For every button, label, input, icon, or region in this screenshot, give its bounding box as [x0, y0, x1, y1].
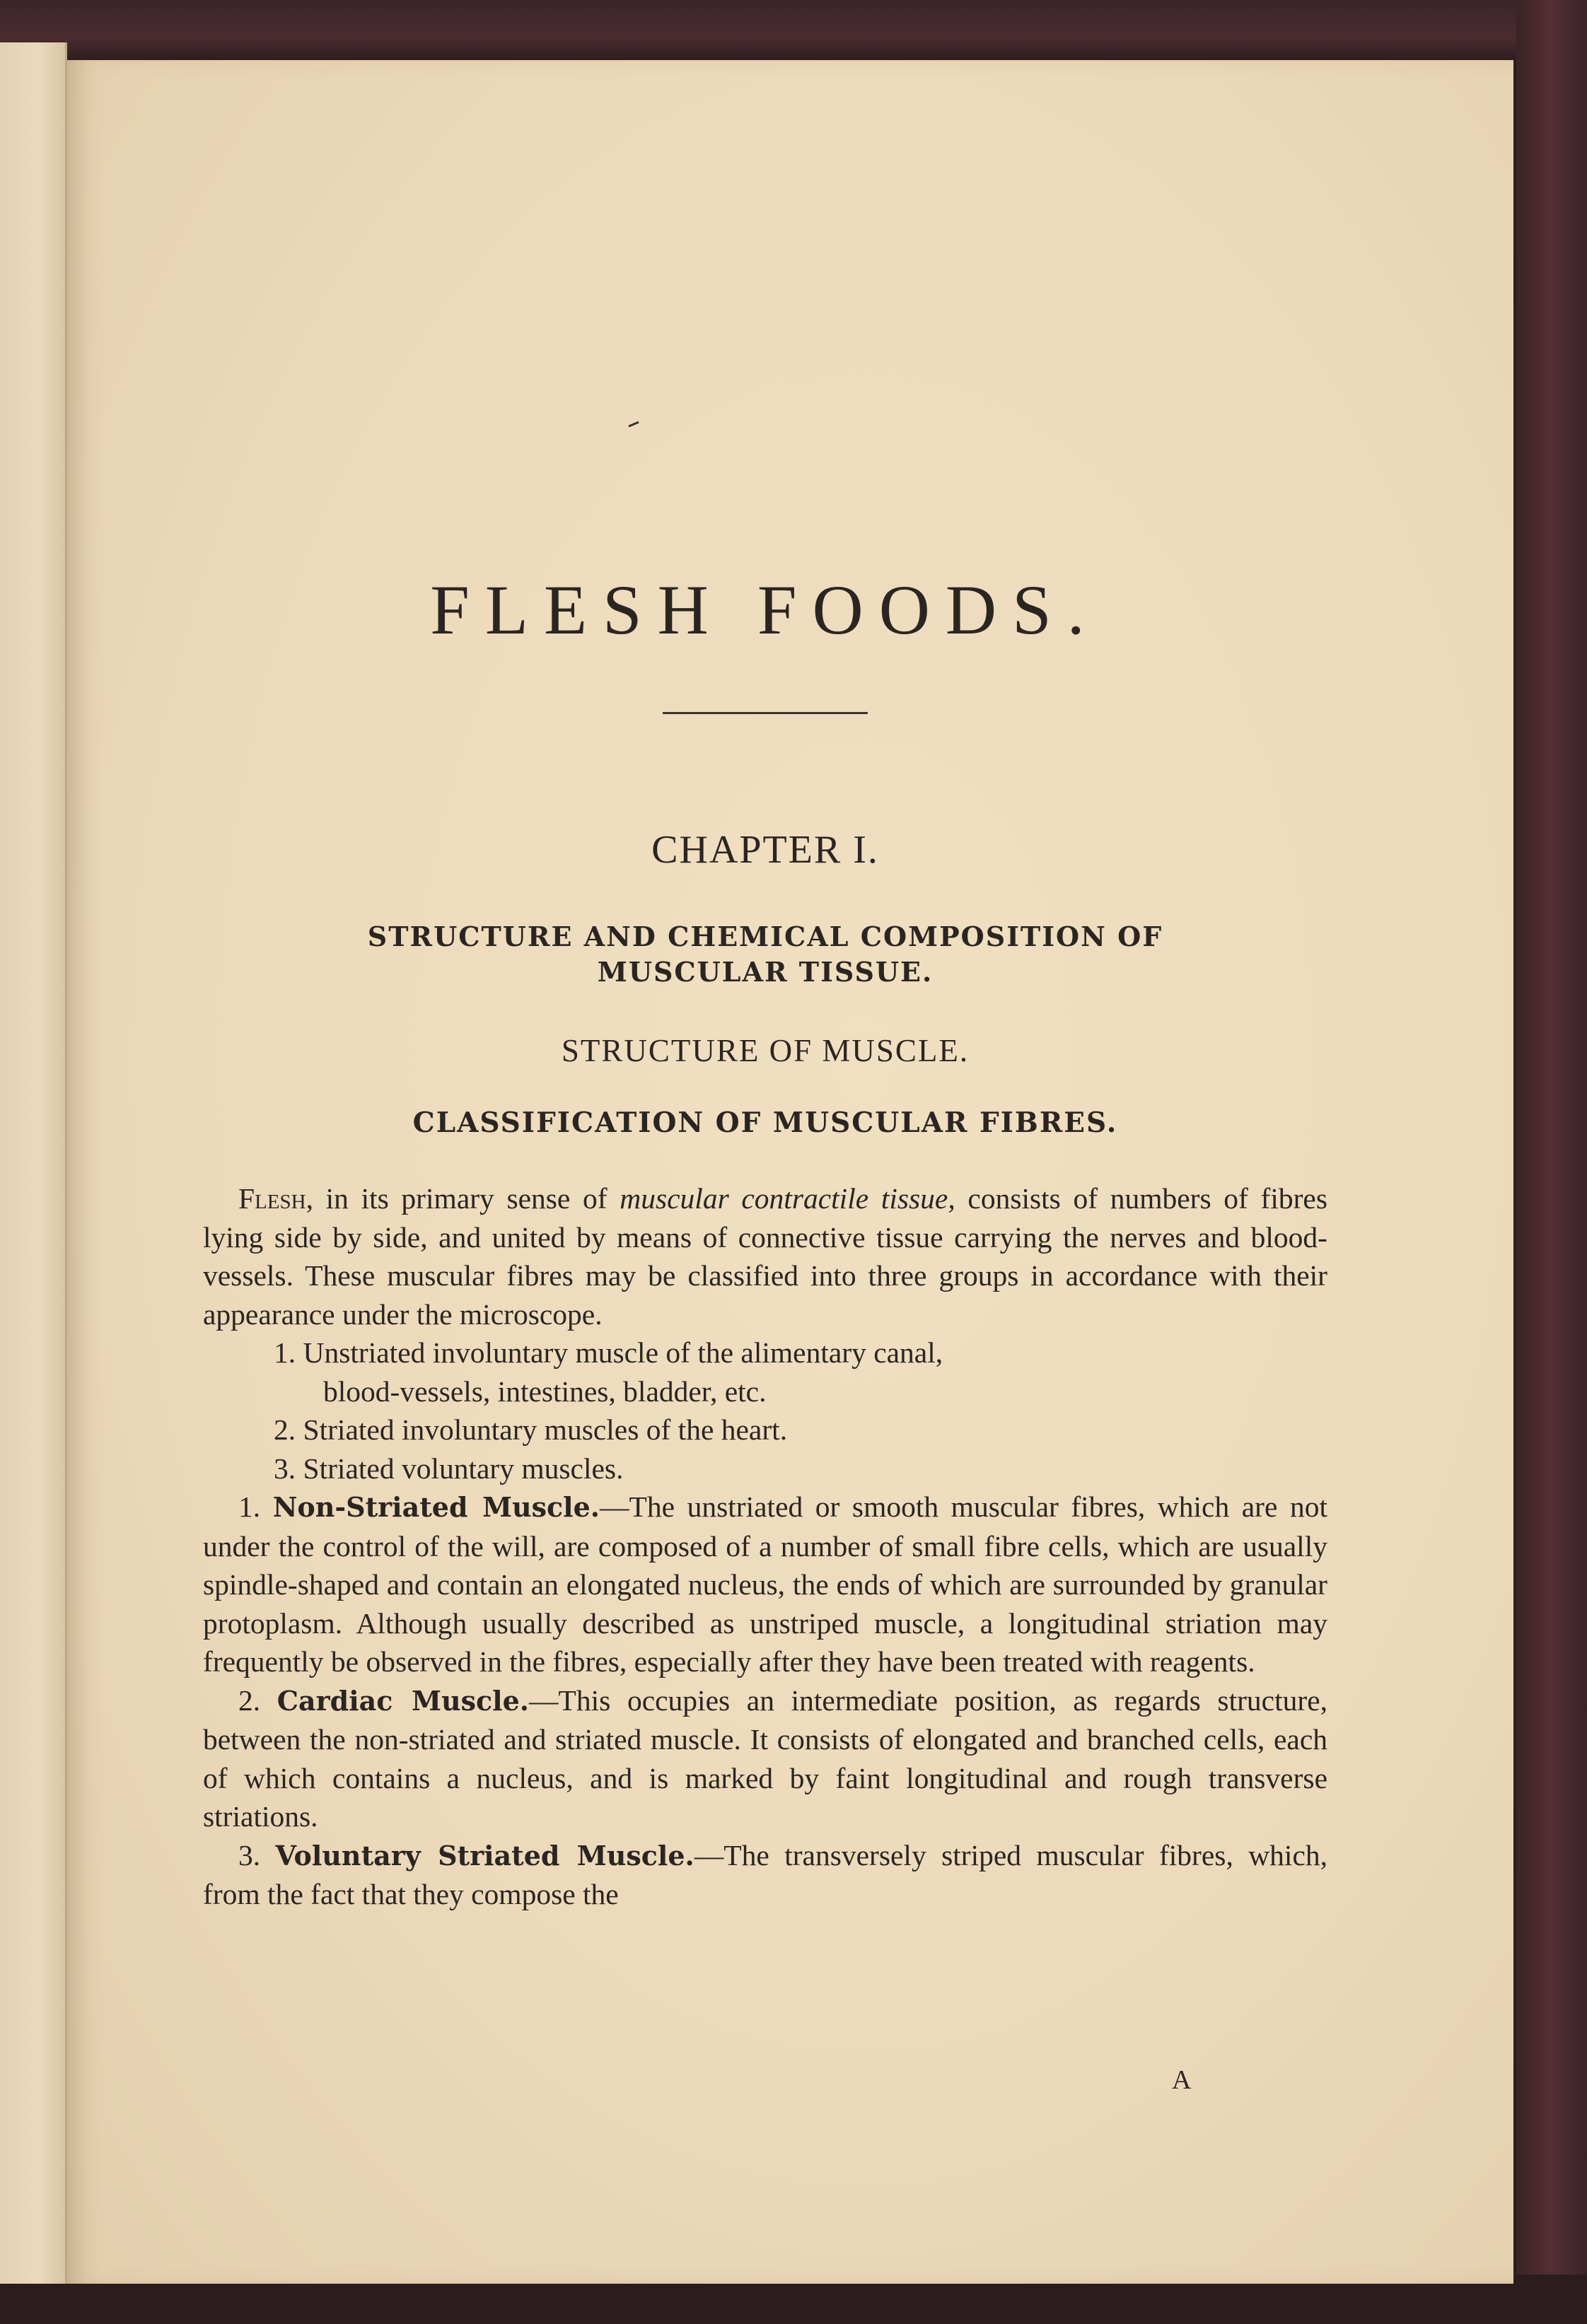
list-item [203, 1333, 1327, 1372]
paragraph-cardiac [203, 1681, 1327, 1836]
book-cover-right-edge [1516, 0, 1587, 2324]
intro-text-pre: in its primary sense of [313, 1182, 620, 1215]
paragraph-number: 3. [238, 1838, 261, 1872]
ink-speck-icon [627, 421, 641, 428]
list-number: 3. [274, 1452, 296, 1485]
paragraph-heading: Non-Striated Muscle. [272, 1491, 600, 1523]
paragraph-body: —This occupies an intermediate position, as regards structure, between the non-striated and striated muscle. It consists of elongated and branched cells, each of which contains a nucleus, and is marked by faint longitudinal and rough transverse striations. [203, 1683, 1328, 1833]
paragraph-heading: Cardiac Muscle. [277, 1684, 530, 1717]
paragraph-heading: Voluntary Striated Muscle. [275, 1839, 694, 1872]
list-text: Striated involuntary muscles of the heart. [303, 1413, 788, 1446]
paragraph-number: 2. [238, 1683, 261, 1717]
list-item [203, 1411, 1327, 1449]
list-number: 1. [274, 1336, 296, 1369]
book-cover-top-edge [0, 0, 1587, 64]
facing-page-edge [0, 42, 67, 2284]
chapter-label: CHAPTER I. [651, 828, 879, 872]
chapter-title-line-2: MUSCULAR TISSUE. [597, 956, 934, 988]
intro-italic-term: muscular contractile tissue, [620, 1182, 955, 1215]
section-title: STRUCTURE OF MUSCLE. [561, 1033, 970, 1068]
list-item-continuation: blood-vessels, intestines, bladder, etc. [323, 1374, 767, 1408]
chapter-title-line-1: STRUCTURE AND CHEMICAL COMPOSITION OF [367, 921, 1163, 952]
paragraph-voluntary [203, 1836, 1327, 1914]
list-number: 2. [274, 1413, 296, 1446]
paragraph-number: 1. [238, 1490, 261, 1523]
intro-text-post: consists of numbers of fibres lying side by side, and united by means of connective tissue carrying the nerves and blood-vessels. These muscular fibres may be classified into three groups in accordance with their appearance under the microscope. [203, 1182, 1328, 1331]
list-text: Striated voluntary muscles. [303, 1452, 624, 1485]
paragraph-body: —The transversely striped muscular fibres, which, from the fact that they compose the [203, 1838, 1328, 1910]
subsection-title: CLASSIFICATION OF MUSCULAR FIBRES. [412, 1106, 1118, 1139]
body-text [203, 1179, 1327, 1914]
list-item [203, 1449, 1327, 1488]
title-divider [663, 712, 868, 714]
chapter-title [203, 919, 1327, 990]
book-page [67, 60, 1513, 2284]
intro-lead-in: Flesh, [238, 1182, 313, 1215]
paragraph-body: —The unstriated or smooth muscular fibres, which are not under the control of the will, are composed of a number of small fibre cells, which are usually spindle-shaped and contain an elongated nucleus, the ends of which are surrounded by granular protoplasm. Although usually described as unstriped muscle, a longitudinal striation may frequently be observed in the fibres, especially after they have been treated with reagents. [203, 1490, 1327, 1678]
signature-mark: A [1172, 2065, 1192, 2095]
list-text: Unstriated involuntary muscle of the alimentary canal, [303, 1336, 943, 1369]
intro-paragraph [203, 1179, 1327, 1333]
paragraph-non-striated [203, 1488, 1327, 1681]
book-title: FLESH FOODS. [430, 571, 1100, 649]
